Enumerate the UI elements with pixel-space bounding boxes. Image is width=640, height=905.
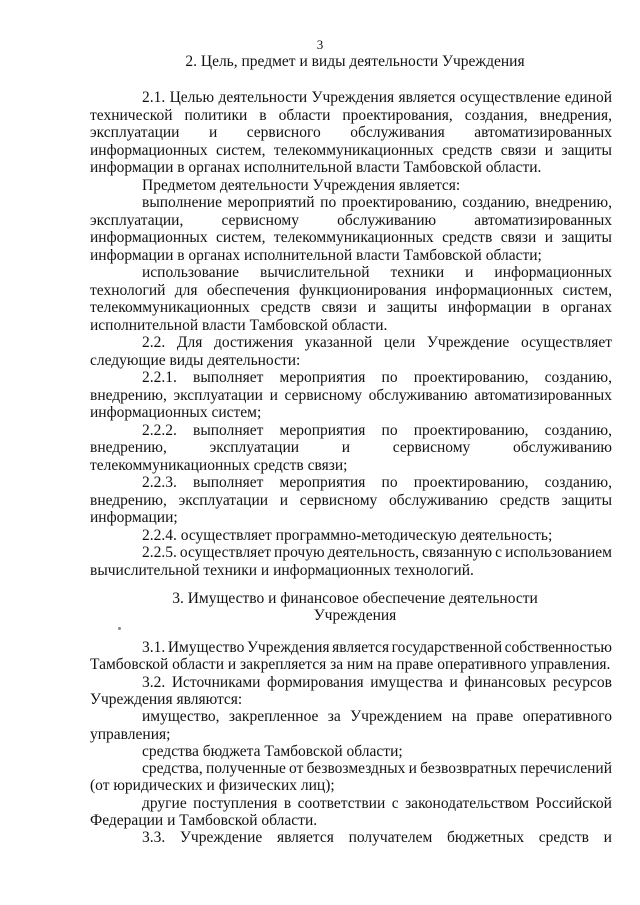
section-2-line: эксплуатации, сервисному обслуживанию автоматизированных (90, 211, 612, 229)
section-2-line: Предметом деятельности Учреждения является: (142, 176, 461, 194)
section-2-line: информационных систем, телекоммуникационных средств связи и защиты (90, 141, 612, 159)
section-2-line: информации в органах исполнительной власти Тамбовской области; (90, 246, 542, 264)
page-number: 3 (316, 37, 324, 52)
section-2-line: вычислительной техники и информационных технологий. (90, 561, 474, 579)
section-3-line: средства бюджета Тамбовской области; (142, 742, 403, 760)
section-3-line: управления; (90, 725, 171, 743)
section-2-line: 2.2.4. осуществляет программно-методическую деятельность; (142, 526, 553, 544)
section-2-line: информационных систем, телекоммуникационных средств связи и защиты (90, 229, 612, 246)
scan-mark (118, 627, 121, 630)
section-2-line: внедрению, эксплуатации и сервисному обслуживанию (90, 439, 612, 456)
section-2-line: технологий для обеспечения функционирования информационных систем, (90, 281, 612, 299)
section-3-line: имущество, закрепленное за Учреждением на праве оперативного (142, 708, 612, 726)
section-2-line: 2.2. Для достижения указанной цели Учреждение осуществляет (142, 334, 612, 351)
section-2-line: внедрению, эксплуатации и сервисному обслуживанию средств защиты (90, 491, 612, 509)
section-2-line: технической политики в области проектирования, создания, внедрения, (90, 106, 612, 124)
section-2-line: эксплуатации и сервисного обслуживания автоматизированных (90, 124, 612, 141)
section-3-line: 3.2. Источниками формирования имущества и финансовых ресурсов (142, 673, 612, 691)
section-2-line: исполнительной власти Тамбовской области. (90, 316, 388, 334)
section-3-line: (от юридических и физических лиц); (90, 777, 335, 795)
section-2-line: 2.2.3. выполняет мероприятия по проектированию, созданию, (142, 474, 612, 491)
section-3-line: 3.1. Имущество Учреждения является государственной собственностью (142, 639, 612, 656)
section-2-line: следующие виды деятельности: (90, 351, 301, 369)
section-2-line: телекоммуникационных средств связи и защиты информации в органах (90, 299, 612, 316)
section-3-line: Федерации и Тамбовской области. (90, 812, 318, 829)
section-2-line: информации в органах исполнительной власти Тамбовской области. (90, 159, 542, 176)
section-3-line: Учреждения являются: (90, 690, 243, 708)
section-3-line: другие поступления в соответствии с законодательством Российской (142, 794, 612, 812)
section-2-line: выполнение мероприятий по проектированию, созданию, внедрению, (142, 194, 612, 211)
section-2-heading: 2. Цель, предмет и виды деятельности Учреждения (185, 53, 525, 70)
section-2-line: 2.2.5. осуществляет прочую деятельность, связанную с использованием (142, 544, 612, 561)
section-3-line: 3.3. Учреждение является получателем бюджетных средств и (142, 829, 612, 847)
section-2-line: телекоммуникационных средств связи; (90, 456, 348, 474)
section-2-line: использование вычислительной техники и информационных (142, 264, 612, 281)
section-2-line: 2.2.2. выполняет мероприятия по проектированию, созданию, (142, 421, 612, 439)
section-3-heading-line-2: Учреждения (313, 607, 397, 624)
section-3-line: Тамбовской области и закрепляется за ним на праве оперативного управления. (90, 656, 611, 674)
section-2-line: 2.1. Целью деятельности Учреждения является осуществление единой (142, 89, 612, 106)
section-2-line: информационных систем; (90, 404, 262, 421)
section-3-line: средства, полученные от безвозмездных и безвозвратных перечислений (142, 760, 612, 778)
section-2-line: внедрению, эксплуатации и сервисному обслуживанию автоматизированных (90, 386, 612, 404)
section-2-line: 2.2.1. выполняет мероприятия по проектированию, созданию, (142, 369, 612, 386)
section-3-heading-line-1: 3. Имущество и финансовое обеспечение деятельности (172, 590, 538, 607)
section-2-line: информации; (90, 509, 178, 526)
